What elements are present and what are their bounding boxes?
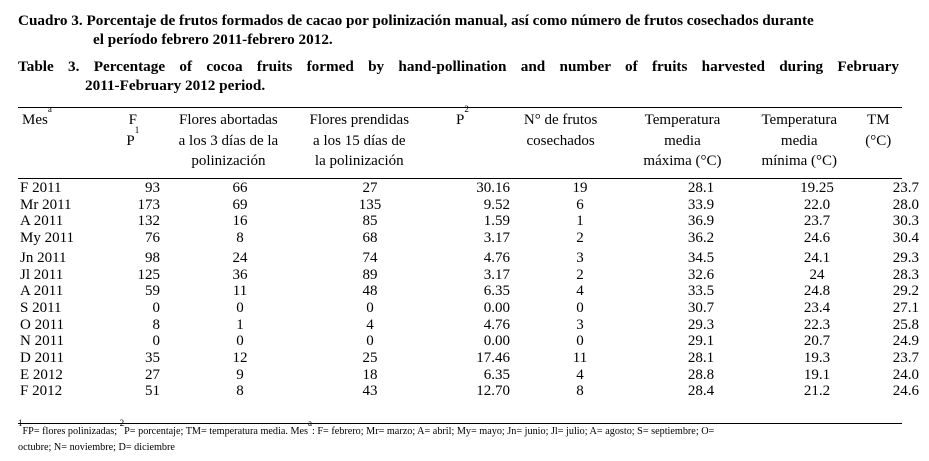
cell-flores-prendidas: 27 [362, 180, 378, 196]
cell-flores-prendidas: 0 [366, 299, 374, 316]
cell-flores-abortadas: 24 [232, 249, 248, 266]
cell-mes: Jl 2011 [20, 266, 64, 283]
table-row [18, 333, 929, 350]
cell-fp: 27 [145, 366, 160, 383]
cell-fp: 35 [145, 350, 160, 367]
cell-tm: 24.9 [892, 333, 919, 350]
table-row [18, 367, 929, 384]
cell-frutos-cosechados: 4 [576, 366, 584, 383]
cell-porcentaje: 1.59 [483, 213, 510, 230]
cell-porcentaje: 4.76 [483, 316, 510, 333]
cell-temp-maxima: 36.2 [687, 230, 715, 247]
caption-spanish [18, 11, 899, 49]
cell-porcentaje: 0.00 [483, 333, 510, 350]
footnote [18, 418, 904, 455]
cell-tm: 27.1 [892, 299, 919, 316]
header-temp-minima: Temperatura media mínima (°C) [761, 112, 838, 169]
cell-flores-prendidas: 74 [362, 249, 378, 266]
cell-fp: 51 [145, 383, 160, 400]
table-row [18, 213, 929, 230]
table-row [18, 300, 929, 317]
cell-mes: A 2011 [20, 213, 64, 230]
header-frutos-cosechados: N° de frutos cosechados [523, 112, 598, 149]
cell-porcentaje: 6.35 [483, 366, 510, 383]
cell-frutos-cosechados: 3 [576, 316, 584, 333]
cell-temp-minima: 19.25 [800, 180, 834, 196]
table-rows [18, 180, 929, 400]
table-row [18, 283, 929, 300]
cell-temp-maxima: 32.6 [687, 266, 715, 283]
data-table-body [18, 180, 929, 400]
cell-temp-minima: 22.0 [803, 196, 831, 213]
table-row [18, 230, 929, 247]
cell-porcentaje: 3.17 [483, 266, 510, 283]
cell-flores-abortadas: 69 [232, 196, 248, 213]
footnote-part-1: FP= flores polinizadas; [22, 426, 120, 437]
cell-porcentaje: 12.70 [476, 383, 510, 400]
cell-flores-abortadas: 66 [232, 180, 248, 196]
cell-frutos-cosechados: 2 [576, 266, 584, 283]
cell-frutos-cosechados: 3 [576, 249, 584, 266]
cell-flores-prendidas: 135 [358, 196, 382, 213]
cell-fp: 0 [152, 333, 160, 350]
cell-flores-abortadas: 9 [236, 366, 244, 383]
cell-flores-prendidas: 43 [362, 383, 378, 400]
cell-flores-prendidas: 48 [362, 283, 378, 300]
cell-tm: 24.0 [892, 366, 919, 383]
cell-temp-maxima: 33.9 [687, 196, 715, 213]
cell-porcentaje: 0.00 [483, 299, 510, 316]
cell-mes: A 2011 [20, 283, 64, 300]
header-tm: TM (°C) [865, 112, 892, 149]
cell-temp-minima: 19.3 [803, 350, 831, 367]
cell-mes: My 2011 [20, 230, 75, 247]
header-flores-abortadas: Flores abortadas a los 3 días de la polinización [178, 112, 279, 169]
cell-fp: 0 [152, 299, 160, 316]
cell-frutos-cosechados: 4 [576, 283, 584, 300]
cell-mes: N 2011 [20, 333, 65, 350]
cell-mes: F 2012 [20, 383, 63, 400]
cell-frutos-cosechados: 19 [572, 180, 588, 196]
cell-mes: F 2011 [20, 180, 62, 196]
cell-temp-maxima: 33.5 [687, 283, 715, 300]
table-row [18, 350, 929, 367]
cell-tm: 23.7 [892, 180, 919, 196]
cell-fp: 8 [152, 316, 160, 333]
header-flores-prendidas: Flores prendidas a los 15 días de la polinización [309, 112, 410, 169]
caption-spanish-line-1: Cuadro 3. Porcentaje de frutos formados de cacao por polinización manual, así como número de frutos cosechados durante [18, 12, 814, 29]
cell-mes: Mr 2011 [20, 196, 72, 213]
cell-temp-minima: 24.6 [803, 230, 831, 247]
cell-frutos-cosechados: 11 [572, 350, 588, 367]
header-bottom-rule [18, 178, 902, 179]
cell-frutos-cosechados: 6 [576, 196, 584, 213]
cell-temp-maxima: 28.4 [687, 383, 715, 400]
cell-tm: 30.4 [892, 230, 919, 247]
cell-tm: 23.7 [892, 350, 919, 367]
cell-temp-minima: 21.2 [803, 383, 831, 400]
cell-flores-abortadas: 36 [232, 266, 248, 283]
table-row [18, 267, 929, 284]
header-fp: F $P^1$ [126, 112, 140, 149]
cell-flores-abortadas: 8 [236, 383, 244, 400]
table-row [18, 383, 929, 400]
footnote-part-2: P= porcentaje; TM= temperatura media. Mes [124, 426, 309, 437]
table-header [18, 104, 902, 172]
caption-spanish-line-2: el período febrero 2011-febrero 2012. [93, 31, 333, 48]
cell-temp-maxima: 29.3 [687, 316, 715, 333]
cell-tm: 29.2 [892, 283, 919, 300]
cell-flores-prendidas: 89 [362, 266, 378, 283]
cell-temp-maxima: 28.8 [687, 366, 715, 383]
table-row [18, 180, 929, 197]
cell-mes: S 2011 [20, 299, 62, 316]
table-row [18, 317, 929, 334]
cell-temp-minima: 24.8 [803, 283, 831, 300]
header-row [18, 110, 902, 172]
cell-flores-prendidas: 68 [362, 230, 378, 247]
cell-flores-abortadas: 0 [236, 299, 244, 316]
cell-flores-abortadas: 0 [236, 333, 244, 350]
table-top-rule [18, 107, 902, 108]
cell-frutos-cosechados: 8 [576, 383, 584, 400]
cell-frutos-cosechados: 2 [576, 230, 584, 247]
cell-temp-minima: 24.1 [803, 249, 831, 266]
cell-tm: 24.6 [892, 383, 919, 400]
cell-fp: 132 [137, 213, 160, 230]
cell-porcentaje: 9.52 [483, 196, 510, 213]
cell-tm: 30.3 [892, 213, 919, 230]
cell-porcentaje: 4.76 [483, 249, 510, 266]
cell-porcentaje: 6.35 [483, 283, 510, 300]
cell-temp-maxima: 28.1 [687, 180, 715, 196]
cell-tm: 29.3 [892, 249, 919, 266]
cell-frutos-cosechados: 0 [576, 299, 584, 316]
footnote-sup-a: a [308, 418, 313, 428]
cell-temp-minima: 19.1 [803, 366, 831, 383]
cell-flores-prendidas: 25 [362, 350, 378, 367]
cell-temp-minima: 24 [809, 266, 825, 283]
cell-temp-minima: 23.4 [803, 299, 831, 316]
cell-flores-prendidas: 4 [366, 316, 374, 333]
footnote-part-3: : F= febrero; Mr= marzo; A= abril; My= mayo; Jn= junio; Jl= julio; A= agosto; S= septiembre; O= [312, 426, 715, 437]
header-porcentaje: $P^2$ [456, 104, 469, 128]
cell-tm: 28.3 [892, 266, 919, 283]
cell-fp: 76 [145, 230, 160, 247]
cell-mes: Jn 2011 [20, 249, 67, 266]
cell-tm: 28.0 [892, 196, 919, 213]
cell-mes: D 2011 [20, 350, 65, 367]
cell-flores-prendidas: 85 [362, 213, 378, 230]
footnote-sup-1: 1 [18, 418, 23, 428]
cell-porcentaje: 17.46 [476, 350, 510, 367]
cell-fp: 93 [145, 180, 160, 196]
cell-frutos-cosechados: 1 [576, 213, 584, 230]
caption-english-line-1: Table 3. Percentage of cocoa fruits formed by hand-pollination and number of fruits harvested during February [18, 58, 899, 75]
cell-temp-maxima: 28.1 [687, 350, 715, 367]
cell-mes: E 2012 [20, 366, 63, 383]
cell-temp-maxima: 29.1 [687, 333, 715, 350]
cell-fp: 59 [145, 283, 160, 300]
cell-flores-prendidas: 0 [366, 333, 374, 350]
cell-mes: O 2011 [20, 316, 65, 333]
cell-flores-abortadas: 12 [232, 350, 248, 367]
cell-fp: 125 [137, 266, 160, 283]
cell-temp-minima: 22.3 [803, 316, 831, 333]
header-temp-maxima: Temperatura media máxima (°C) [643, 112, 722, 169]
cell-porcentaje: 30.16 [476, 180, 510, 196]
cell-flores-abortadas: 8 [236, 230, 244, 247]
caption-english-line-2: 2011-February 2012 period. [85, 77, 266, 94]
header-mes: Mes$^a$ [22, 104, 52, 128]
caption-english [18, 57, 899, 95]
footnote-line-2: octubre; N= noviembre; D= diciembre [18, 441, 175, 453]
cell-fp: 173 [137, 196, 160, 213]
cell-temp-maxima: 30.7 [687, 299, 715, 316]
cell-temp-maxima: 36.9 [687, 213, 715, 230]
table-row [18, 197, 929, 214]
cell-flores-abortadas: 1 [236, 316, 244, 333]
cell-frutos-cosechados: 0 [576, 333, 584, 350]
cell-flores-abortadas: 16 [232, 213, 248, 230]
cell-temp-minima: 20.7 [803, 333, 831, 350]
cell-fp: 98 [145, 249, 160, 266]
table-row [18, 247, 929, 267]
cell-flores-prendidas: 18 [362, 366, 378, 383]
footnote-sup-2: 2 [119, 418, 125, 428]
cell-porcentaje: 3.17 [483, 230, 510, 247]
cell-temp-minima: 23.7 [803, 213, 831, 230]
cell-temp-maxima: 34.5 [687, 249, 715, 266]
cell-flores-abortadas: 11 [232, 283, 248, 300]
cell-tm: 25.8 [892, 316, 919, 333]
